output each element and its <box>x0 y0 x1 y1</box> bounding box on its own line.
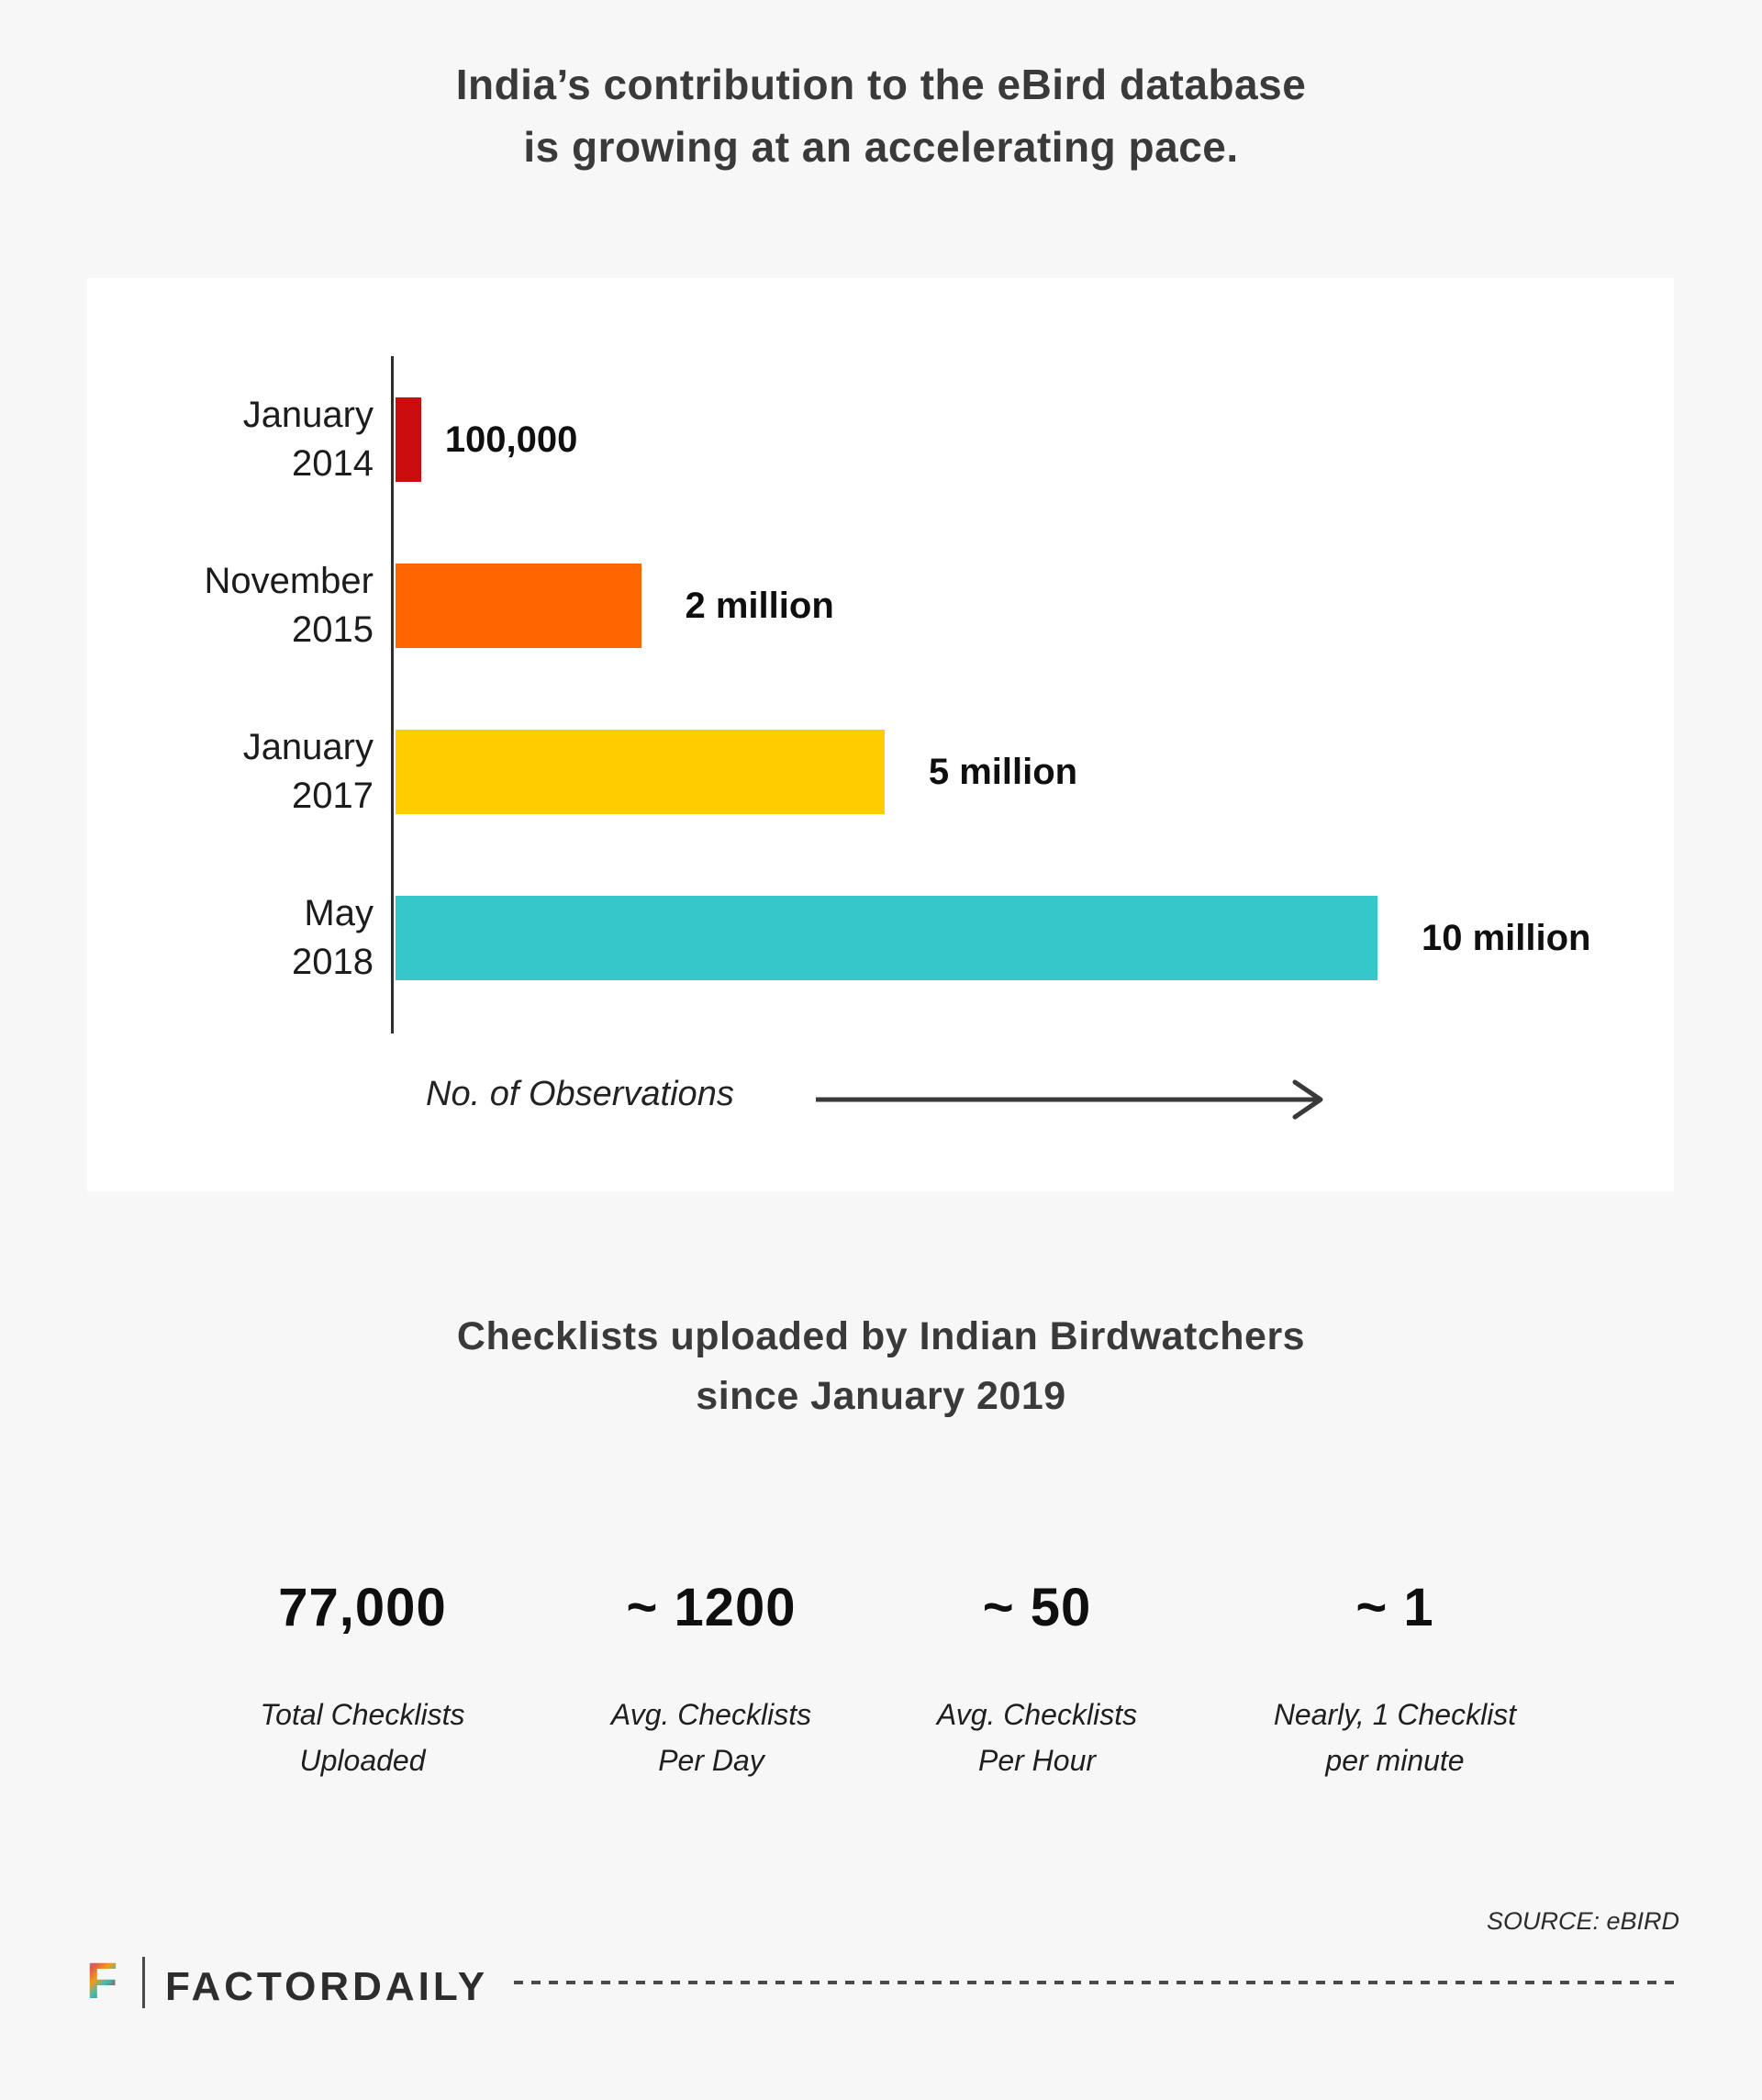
chart-row-jan-2017 <box>87 727 1674 816</box>
footer-dotted-rule <box>514 1981 1679 1984</box>
bar-value-label: 100,000 <box>444 419 578 460</box>
bar-value-label: 5 million <box>928 751 1078 792</box>
page-title-line1: India’s contribution to the eBird database <box>455 61 1307 108</box>
bar-jan-2017 <box>396 730 885 814</box>
stats-title-line2: since January 2019 <box>696 1374 1066 1418</box>
stat-total-checklists <box>188 1577 537 1783</box>
stat-value: 77,000 <box>278 1578 447 1637</box>
stat-value: ~ 1200 <box>626 1578 797 1637</box>
bar-value-label: 10 million <box>1422 917 1591 958</box>
brand-wordmark: FACTORDAILY <box>165 1964 489 2009</box>
bar-nov-2015 <box>396 564 641 648</box>
x-axis-arrow-icon <box>814 1078 1342 1122</box>
category-label: May 2018 <box>292 893 374 982</box>
page-title <box>0 53 1762 178</box>
logo-divider <box>142 1957 145 2008</box>
bar-jan-2014 <box>396 397 421 482</box>
stat-label: Avg. Checklists Per Day <box>610 1698 812 1777</box>
bar-may-2018 <box>396 896 1377 980</box>
stat-value: ~ 1 <box>1355 1578 1434 1637</box>
factordaily-logo-icon: F <box>86 1951 118 2009</box>
chart-row-jan-2014 <box>87 397 1674 482</box>
stat-checklists-per-hour <box>863 1577 1211 1783</box>
source-credit: SOURCE: eBIRD <box>1486 1907 1679 1935</box>
stats-section-title <box>0 1307 1762 1426</box>
category-label: January 2017 <box>242 727 374 816</box>
stat-label: Nearly, 1 Checklist per minute <box>1273 1698 1517 1777</box>
category-label: November 2015 <box>204 561 374 650</box>
chart-panel <box>87 278 1674 1191</box>
chart-row-may-2018 <box>87 893 1674 982</box>
stats-title-line1: Checklists uploaded by Indian Birdwatchers <box>456 1314 1306 1358</box>
page-title-line2: is growing at an accelerating pace. <box>523 123 1239 171</box>
stat-checklists-per-day <box>537 1577 886 1783</box>
stat-checklist-per-minute <box>1221 1577 1569 1783</box>
bar-value-label: 2 million <box>685 585 834 626</box>
x-axis-label: No. of Observations <box>426 1075 734 1113</box>
category-label: January 2014 <box>242 395 374 484</box>
stat-label: Avg. Checklists Per Hour <box>936 1698 1138 1777</box>
chart-row-nov-2015 <box>87 561 1674 650</box>
stat-value: ~ 50 <box>982 1578 1092 1637</box>
stat-label: Total Checklists Uploaded <box>260 1698 465 1777</box>
